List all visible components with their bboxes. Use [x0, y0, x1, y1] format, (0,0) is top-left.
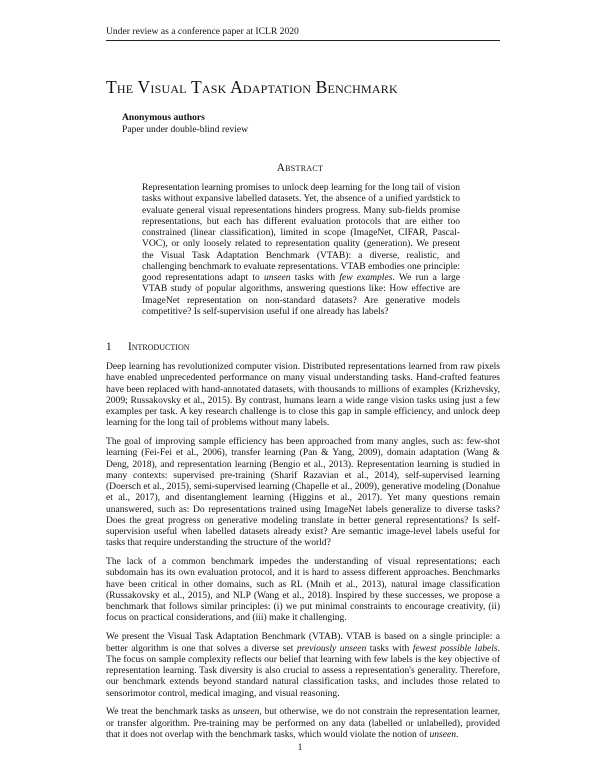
review-note: Paper under double-blind review [122, 124, 249, 135]
paragraph-3: The lack of a common benchmark impedes the understanding of visual representations; each subdomain has its own evaluation protocol, and it is hard to assess different approaches. Benchmarks have been critical in other domains, such as RL (Mnih et al., 2013), natural image classification (Russakovsky et al., 2015), and NLP (Wang et al., 2018). Inspired by these successes, we propose a benchmark that follows similar principles: (i) we put minimal constraints to encourage creativity, (ii) focus on practical considerations, and (iii) make it challenging. [106, 556, 500, 624]
author-name: Anonymous authors [122, 112, 205, 123]
paragraph-part: . The focus on sample complexity reflects our belief that learning with few labels is the key objective of representation learning. Task diversity is also crucial to assess a representation's generality. Therefore, our benchmark extends beyond standard natural classification tasks, and includes those related to sensorimotor control, medical imaging, and visual reasoning. [106, 642, 501, 699]
paragraph-emphasis: previously unseen [296, 642, 367, 654]
paragraph-emphasis: fewest possible labels [412, 642, 498, 654]
paragraph-part: tasks with [366, 642, 413, 654]
abstract-emphasis: unseen [264, 272, 291, 283]
running-header: Under review as a conference paper at ICLR 2020 [106, 26, 500, 41]
abstract-part: tasks with [290, 272, 340, 283]
abstract-text [142, 182, 460, 317]
paragraph-2: The goal of improving sample efficiency has been approached from many angles, such as: few-shot learning (Fei-Fei et al., 2006), transfer learning (Pan & Yang, 2009), domain adaptation (Wang & Deng, 2018), and representation learning (Bengio et al., 2013). Representation learning is studied in many contexts: supervised pre-training (Sharif Razavian et al., 2014), self-supervised learning (Doersch et al., 2015), semi-supervised learning (Chapelle et al., 2009), generative modeling (Donahue et al., 2017), and disentanglement learning (Higgins et al., 2017). Yet many questions remain unanswered, such as: Do representations trained using ImageNet labels generalize to diverse tasks? Does the great progress on generative modeling translate in better general representations? Is self-supervision useful when labelled datasets already exist? Are semantic image-level labels useful for tasks that require understanding the structure of the world? [106, 436, 500, 549]
paper-title: The Visual Task Adaptation Benchmark [106, 77, 398, 97]
abstract-heading: Abstract [276, 162, 324, 174]
section-title: Introduction [128, 341, 190, 353]
paragraph-4 [106, 631, 500, 699]
section-number: 1 [106, 341, 112, 353]
paragraph-1: Deep learning has revolutionized computer vision. Distributed representations learned from raw pixels have enabled unprecedented performance on many visual understanding tasks. Hand-crafted features have been replaced with hand-annotated datasets, with thousands to millions of examples (Krizhevsky, 2009; Russakovsky et al., 2015). By contrast, humans learn a wide range vision tasks using just a few examples per task. A key research challenge is to close this gap in sample efficiency, and unlock deep learning for the long tail of problems without many labels. [106, 361, 500, 429]
abstract-part: . We run a large VTAB study of popular algorithms, answering questions like: How effective are ImageNet representation on non-standard datasets? Are generative models competitive? Is self-supervision useful if one already has labels? [142, 272, 461, 317]
paragraph-part: , but otherwise, we do not constrain the representation learner, or transfer algorithm. Pre-training may be performed on any data (labelled or unlabelled), provided that it does not overlap with the benchmark tasks, which would violate the notion of [106, 706, 500, 740]
page-number: 1 [297, 742, 303, 753]
abstract-emphasis: few examples [339, 272, 393, 283]
paragraph-emphasis: unseen [232, 706, 260, 718]
body-text [106, 361, 500, 748]
abstract-part: Representation learning promises to unlock deep learning for the long tail of vision tasks without expansive labelled datasets. Yet, the absence of a unified yardstick to evaluate general visual representations hinders progress. Many sub-fields promise representations, but each has different evaluation protocols that are either too constrained (linear classification), limited in scope (ImageNet, CIFAR, Pascal-VOC), or only loosely related to representation quality (generation). We present the Visual Task Adaptation Benchmark (VTAB): a diverse, realistic, and challenging benchmark to evaluate representations. VTAB embodies one principle: good representations adapt to [142, 182, 460, 283]
paragraph-part: We treat the benchmark tasks as [106, 706, 233, 718]
paragraph-part: . [455, 728, 459, 740]
paragraph-part: We present the Visual Task Adaptation Benchmark (VTAB). VTAB is based on a single principle: a better algorithm is one that solves a diverse set [106, 631, 500, 654]
section-heading [106, 340, 190, 354]
paragraph-5 [106, 706, 500, 740]
paragraph-emphasis: unseen [429, 728, 456, 740]
author-block [122, 112, 248, 136]
